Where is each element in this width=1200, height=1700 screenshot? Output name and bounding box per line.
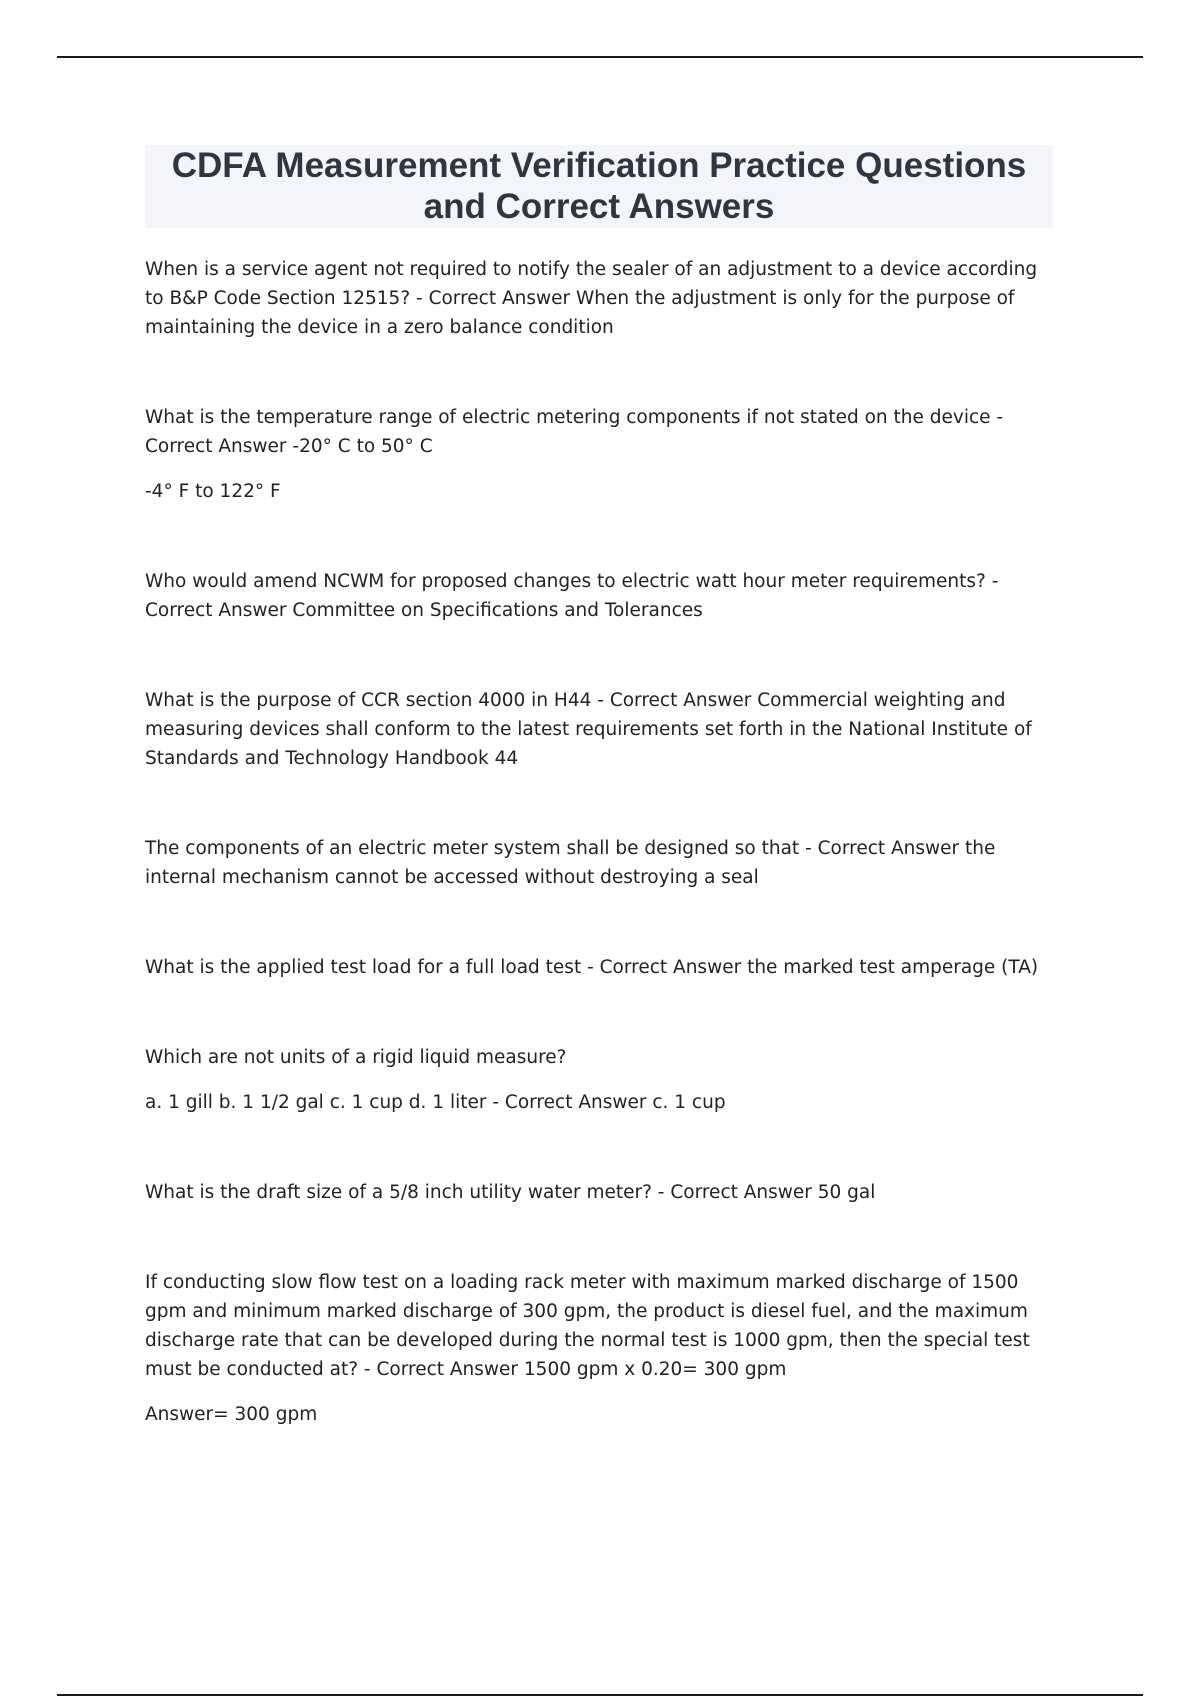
qa-text: What is the draft size of a 5/8 inch utility water meter? - Correct Answer 50 gal — [145, 1182, 876, 1203]
title-banner — [145, 145, 1053, 228]
bottom-rule — [57, 1694, 1143, 1696]
qa-item — [145, 403, 1060, 506]
qa-list — [145, 255, 1060, 1429]
qa-extra: a. 1 gill b. 1 1/2 gal c. 1 cup d. 1 liter - Correct Answer c. 1 cup — [145, 1092, 726, 1113]
document-title: CDFA Measurement Verification Practice Questions and Correct Answers — [171, 146, 1027, 226]
qa-text: When is a service agent not required to notify the sealer of an adjustment to a device according to B&P Code Section 12515? - Correct Answer When the adjustment is only for the purpose of maintaining the device in a zero balance condition — [145, 259, 1038, 338]
qa-item — [145, 686, 1060, 773]
qa-item — [145, 953, 1060, 982]
qa-text: The components of an electric meter system shall be designed so that - Correct Answer the internal mechanism cannot be accessed without destroying a seal — [145, 838, 996, 888]
qa-item — [145, 834, 1060, 892]
qa-item — [145, 1178, 1060, 1207]
qa-text: If conducting slow flow test on a loading rack meter with maximum marked discharge of 1500 gpm and minimum marked discharge of 300 gpm, the product is diesel fuel, and the maximum discharge rate that can be developed during the normal test is 1000 gpm, then the special test must be conducted at? - Correct Answer 1500 gpm x 0.20= 300 gpm — [145, 1272, 1030, 1380]
qa-text: What is the purpose of CCR section 4000 in H44 - Correct Answer Commercial weighting and measuring devices shall conform to the latest requirements set forth in the National Institute of Standards and Technology Handbook 44 — [145, 690, 1032, 769]
qa-extra: -4° F to 122° F — [145, 481, 281, 502]
qa-item — [145, 567, 1060, 625]
qa-item — [145, 1268, 1060, 1429]
top-rule — [57, 56, 1143, 58]
qa-text: Which are not units of a rigid liquid measure? — [145, 1047, 567, 1068]
qa-text: Who would amend NCWM for proposed changes to electric watt hour meter requirements? - Correct Answer Committee on Specifications and Tolerances — [145, 571, 999, 621]
qa-item — [145, 255, 1060, 342]
qa-text: What is the temperature range of electric metering components if not stated on the device - Correct Answer -20° C to 50° C — [145, 407, 1004, 457]
qa-text: What is the applied test load for a full load test - Correct Answer the marked test amperage (TA) — [145, 957, 1039, 978]
qa-extra: Answer= 300 gpm — [145, 1404, 318, 1425]
qa-item — [145, 1043, 1060, 1117]
